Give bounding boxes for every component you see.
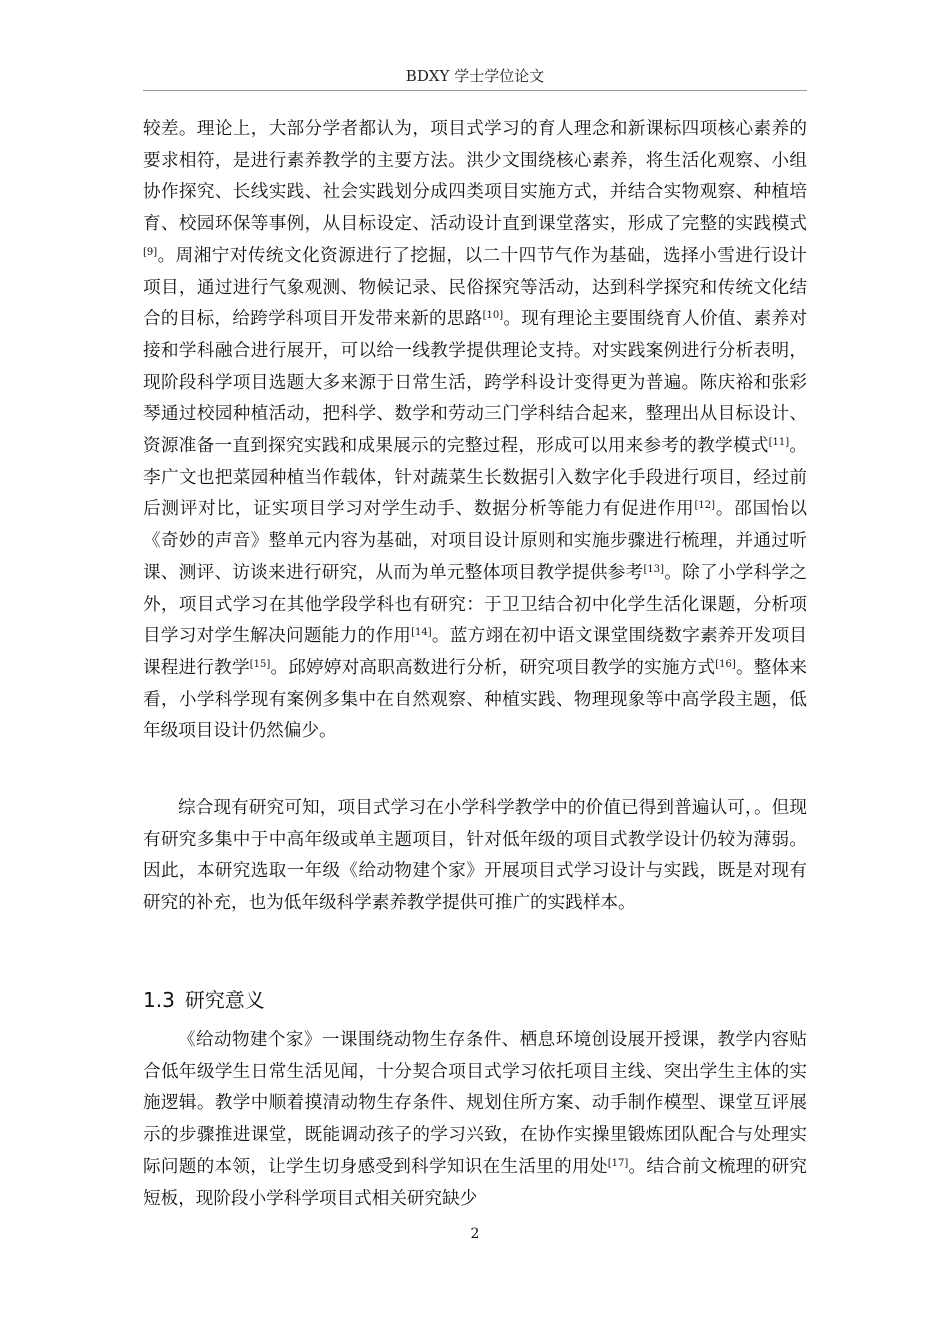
running-header: BDXY 学士学位论文	[143, 66, 807, 91]
citation-ref[interactable]: [12]	[694, 500, 716, 512]
section-number: 1.3	[143, 988, 175, 1012]
body-paragraph-1	[143, 114, 807, 748]
page-number: 2	[470, 1226, 480, 1242]
paragraph-text: 。现有理论主要围绕育人价值、素养对接和学科融合进行展开，可以给一线教学提供理论支持。对实践案例进行分析表明，现阶段科学项目选题大多来源于日常生活，跨学科设计变得更为普遍。陈庆裕和张彩琴通过校园种植活动，把科学、数学和劳动三门学科结合起来，整理出从目标设计、资源准备一直到探究实践和成果展示的完整过程，形成可以用来参考的教学模式	[143, 309, 807, 457]
paragraph-text: 。周湘宁对传统文化资源进行了挖掘，以二十四节气作为基础，选择小雪进行设计项目，通过进行气象观测、物候记录、民俗探究等活动，达到科学探究和传统文化结合的目标，给跨学科项目开发带来新的思路	[143, 245, 807, 330]
paragraph-text: 。邵国怡以《奇妙的声音》整单元内容为基础，对项目设计原则和实施步骤进行梳理，并通过听课、测评、访谈来进行研究，从而为单元整体项目教学提供参考	[143, 499, 807, 583]
citation-ref[interactable]: [13]	[643, 563, 664, 575]
citation-ref[interactable]: [10]	[482, 310, 504, 322]
paragraph-text: 综合现有研究可知，项目式学习在小学科学教学中的价值已得到普遍认可，。但现有研究多集中于中高年级或单主题项目，针对低年级的项目式教学设计仍较为薄弱。因此，本研究选取一年级《给动物建个家》开展项目式学习设计与实践，既是对现有研究的补充，也为低年级科学素养教学提供可推广的实践样本。	[143, 798, 807, 914]
section-title: 研究意义	[184, 988, 265, 1012]
paragraph-text: 。整体来看，小学科学现有案例多集中在自然观察、种植实践、物理现象等中高学段主题，低年级项目设计仍然偏少。	[143, 657, 807, 742]
citation-ref[interactable]: [15]	[249, 658, 271, 670]
paragraph-text: 。蓝方翊在初中语文课堂围绕数字素养开发项目课程进行教学	[143, 626, 807, 678]
citation-ref[interactable]: [9]	[143, 246, 158, 258]
body-paragraph-2	[143, 793, 807, 920]
citation-ref[interactable]: [14]	[411, 627, 432, 639]
paragraph-text: 较差。理论上，大部分学者都认为，项目式学习的育人理念和新课标四项核心素养的要求相符，是进行素养教学的主要方法。洪少文围绕核心素养，将生活化观察、小组协作探究、长线实践、社会实践划分成四类项目实施方式，并结合实物观察、种植培育、校园环保等事例，从目标设定、活动设计直到课堂落实，形成了完整的实践模式	[143, 119, 807, 235]
paragraph-text: 《给动物建个家》一课围绕动物生存条件、栖息环境创设展开授课，教学内容贴合低年级学生日常生活见闻，十分契合项目式学习依托项目主线、突出学生主体的实施逻辑。教学中顺着摸清动物生存条件、规划住所方案、动手制作模型、课堂互评展示的步骤推进课堂，既能调动孩子的学习兴致，在协作实操里锻炼团队配合与处理实际问题的本领，让学生切身感受到科学知识在生活里的用处	[143, 1030, 807, 1177]
citation-ref[interactable]: [11]	[768, 437, 790, 449]
paragraph-text: 。结合前文梳理的研究短板，现阶段小学科学项目式相关研究缺少	[143, 1156, 807, 1209]
paragraph-text: 。邱婷婷对高职高数进行分析，研究项目教学的实施方式	[270, 657, 716, 678]
citation-ref[interactable]: [17]	[607, 1157, 629, 1169]
body-paragraph-3	[143, 1025, 807, 1215]
paragraph-text: 。李广文也把菜园种植当作载体，针对蔬菜生长数据引入数字化手段进行项目，经过前后测评对比，证实项目学习对学生动手、数据分析等能力有促进作用	[143, 436, 807, 520]
paragraph-text: 。除了小学科学之外，项目式学习在其他学段学科也有研究：于卫卫结合初中化学生活化课题，分析项目学习对学生解决问题能力的作用	[143, 562, 807, 647]
citation-ref[interactable]: [16]	[715, 658, 736, 670]
section-heading	[143, 986, 807, 1014]
